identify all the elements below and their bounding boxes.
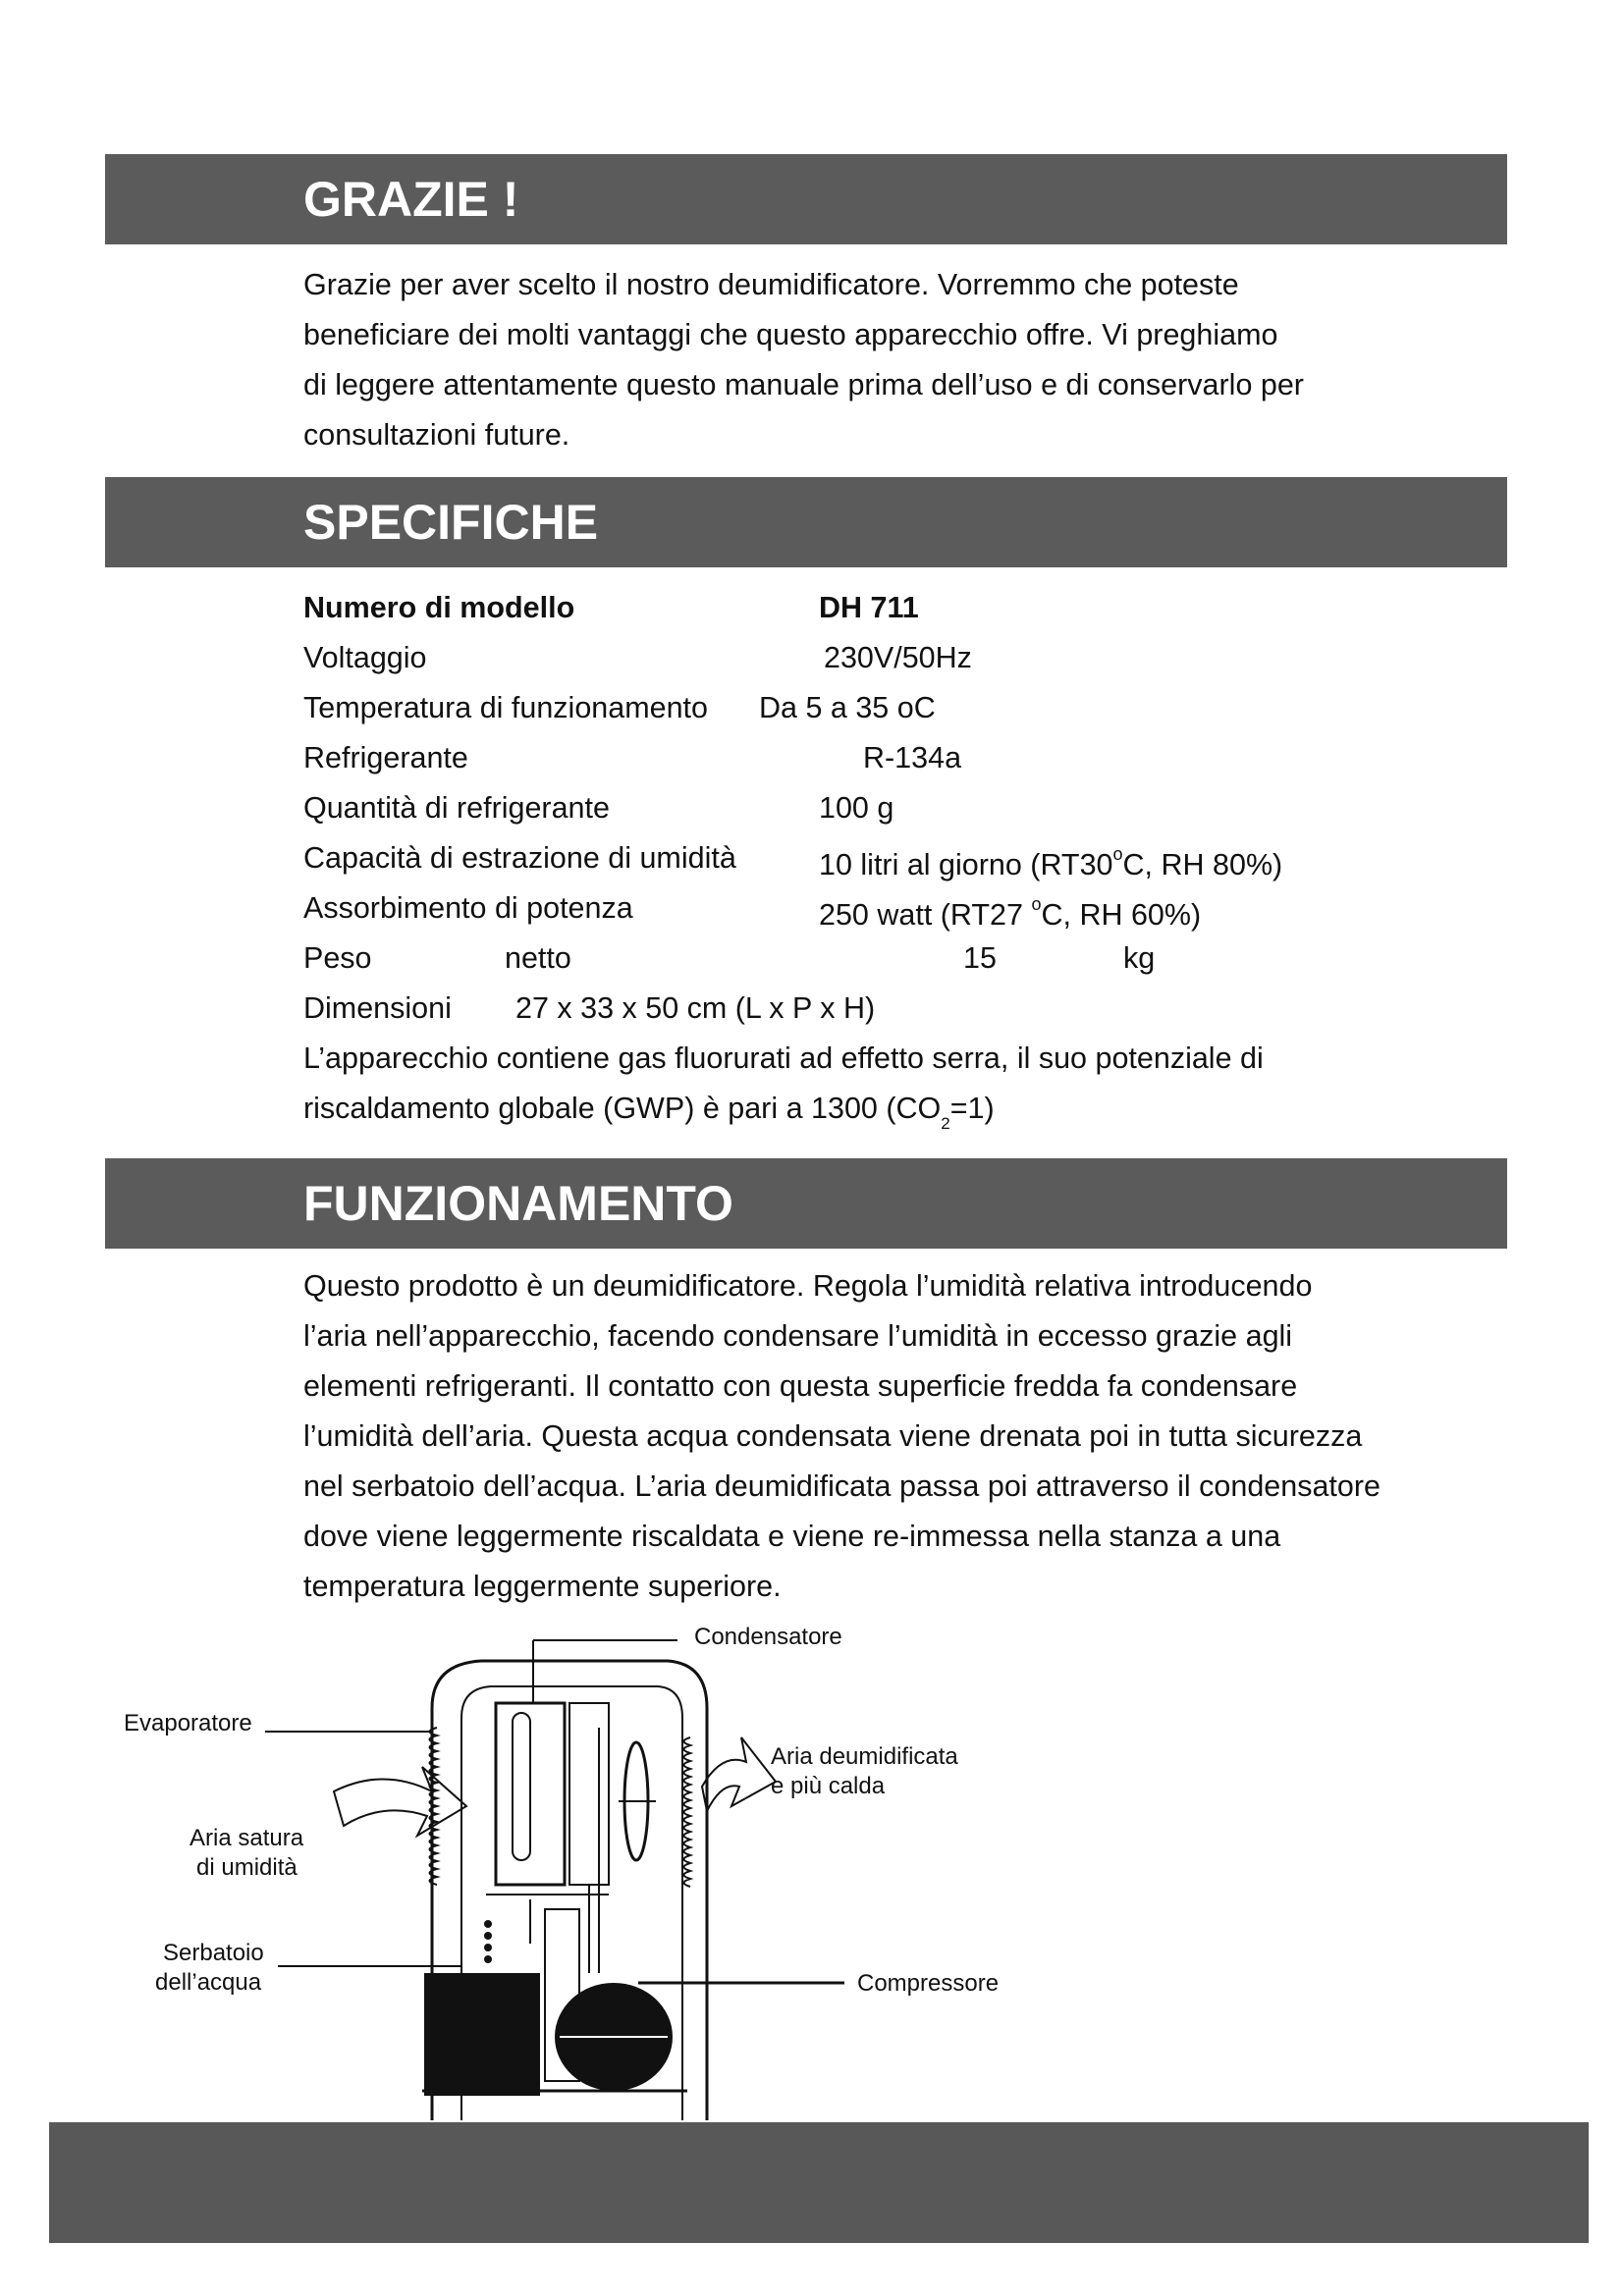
spec-row-capacity bbox=[303, 833, 1521, 883]
paragraph-line: temperatura leggermente superiore. bbox=[303, 1570, 782, 1603]
spec-value: 15 bbox=[963, 941, 997, 975]
gas-note-line bbox=[303, 1034, 1521, 1084]
spec-label: Peso bbox=[303, 941, 372, 975]
degree-mark: o bbox=[1031, 894, 1042, 914]
spec-value-part: 250 watt (RT27 bbox=[819, 898, 1023, 933]
spec-value-part: C, RH 60%) bbox=[1041, 898, 1202, 933]
paragraph-line: di leggere attentamente questo manuale prima dell’uso e di conservarlo per bbox=[303, 368, 1304, 401]
label-compressore: Compressore bbox=[857, 1970, 1000, 1997]
spec-value: Da 5 a 35 oC bbox=[759, 691, 936, 724]
specs-table bbox=[303, 583, 1521, 1134]
spec-label: Refrigerante bbox=[303, 741, 468, 774]
gas-note-text: L’apparecchio contiene gas fluorurati ad effetto serra, il suo potenziale di bbox=[303, 1041, 1264, 1075]
spec-row-dimensions bbox=[303, 984, 1521, 1034]
section-title: GRAZIE ! bbox=[303, 172, 519, 227]
paragraph-line: Grazie per aver scelto il nostro deumidificatore. Vorremmo che poteste bbox=[303, 268, 1239, 301]
spec-label: Voltaggio bbox=[303, 641, 427, 674]
footer-bar bbox=[49, 2122, 1589, 2243]
section-title: SPECIFICHE bbox=[303, 495, 599, 550]
intro-paragraph bbox=[303, 260, 1521, 460]
spec-row-refrigerant bbox=[303, 733, 1521, 783]
condenser-block bbox=[569, 1703, 609, 1885]
spec-row-power bbox=[303, 883, 1521, 934]
dehumidifier-diagram bbox=[0, 1610, 1080, 2120]
operation-paragraph bbox=[303, 1261, 1521, 1612]
label-aria-satura-2: di umidità bbox=[196, 1854, 298, 1881]
paragraph-line: beneficiare dei molti vantaggi che questo apparecchio offre. Vi preghiamo bbox=[303, 318, 1278, 351]
spec-unit: kg bbox=[1123, 941, 1156, 975]
label-serbatoio-2: dell’acqua bbox=[155, 1969, 262, 1996]
air-in-arrow bbox=[334, 1767, 466, 1836]
spec-label: Numero di modello bbox=[303, 591, 575, 624]
label-serbatoio: Serbatoio bbox=[163, 1940, 264, 1966]
water-tank bbox=[424, 1973, 540, 2096]
subscript: 2 bbox=[941, 1114, 950, 1134]
gas-note-text bbox=[303, 1084, 995, 1145]
spec-row-weight bbox=[303, 934, 1521, 984]
spec-value bbox=[819, 833, 1282, 890]
gas-note-part: riscaldamento globale (GWP) è pari a 1300 (CO bbox=[303, 1092, 942, 1125]
spec-label: Capacità di estrazione di umidità bbox=[303, 841, 736, 875]
label-aria-satura: Aria satura bbox=[189, 1825, 304, 1851]
paragraph-line: Questo prodotto è un deumidificatore. Regola l’umidità relativa introducendo bbox=[303, 1269, 1313, 1303]
paragraph-line: elementi refrigeranti. Il contatto con questa superficie fredda fa condensare bbox=[303, 1369, 1298, 1403]
section-title: FUNZIONAMENTO bbox=[303, 1176, 733, 1231]
spec-label: Quantità di refrigerante bbox=[303, 791, 610, 825]
spec-value-part: 10 litri al giorno (RT30 bbox=[819, 848, 1113, 882]
spec-value: DH 711 bbox=[819, 591, 919, 624]
spec-label: Assorbimento di potenza bbox=[303, 891, 633, 925]
spec-value-part: C, RH 80%) bbox=[1122, 848, 1283, 882]
spec-row-voltage bbox=[303, 633, 1521, 683]
paragraph-line: nel serbatoio dell’acqua. L’aria deumidificata passa poi attraverso il condensatore bbox=[303, 1469, 1380, 1503]
spec-row-quantity bbox=[303, 783, 1521, 833]
label-aria-deumidificata: Aria deumidificata bbox=[771, 1743, 958, 1770]
spec-label-suffix: netto bbox=[505, 941, 571, 975]
section-header-funzionamento bbox=[105, 1158, 1507, 1249]
degree-mark: o bbox=[1112, 844, 1123, 864]
label-evaporatore: Evaporatore bbox=[124, 1710, 252, 1736]
spec-row-temperature bbox=[303, 683, 1521, 733]
label-condensatore: Condensatore bbox=[694, 1624, 842, 1650]
spec-row-model bbox=[303, 583, 1521, 633]
condenser-coil bbox=[684, 1737, 691, 1887]
spec-value: 230V/50Hz bbox=[824, 641, 972, 674]
paragraph-line: l’umidità dell’aria. Questa acqua condensata viene drenata poi in tutta sicurezza bbox=[303, 1419, 1363, 1453]
spec-label: Dimensioni bbox=[303, 991, 452, 1025]
label-aria-deumidificata-2: e più calda bbox=[771, 1773, 886, 1799]
section-header-grazie bbox=[105, 154, 1507, 244]
gas-note-part: =1) bbox=[949, 1092, 995, 1125]
paragraph-line: l’aria nell’apparecchio, facendo condensare l’umidità in eccesso grazie agli bbox=[303, 1319, 1293, 1353]
spec-value bbox=[819, 883, 1201, 940]
paragraph-line: consultazioni future. bbox=[303, 418, 570, 452]
gas-note-line bbox=[303, 1084, 1521, 1134]
air-out-arrow bbox=[702, 1737, 776, 1811]
spec-label: Temperatura di funzionamento bbox=[303, 691, 708, 724]
section-header-specifiche bbox=[105, 477, 1507, 567]
spec-value: 100 g bbox=[819, 791, 894, 825]
spec-value: R-134a bbox=[863, 741, 962, 774]
paragraph-line: dove viene leggermente riscaldata e viene re-immessa nella stanza a una bbox=[303, 1520, 1281, 1553]
spec-value: 27 x 33 x 50 cm (L x P x H) bbox=[515, 991, 876, 1025]
